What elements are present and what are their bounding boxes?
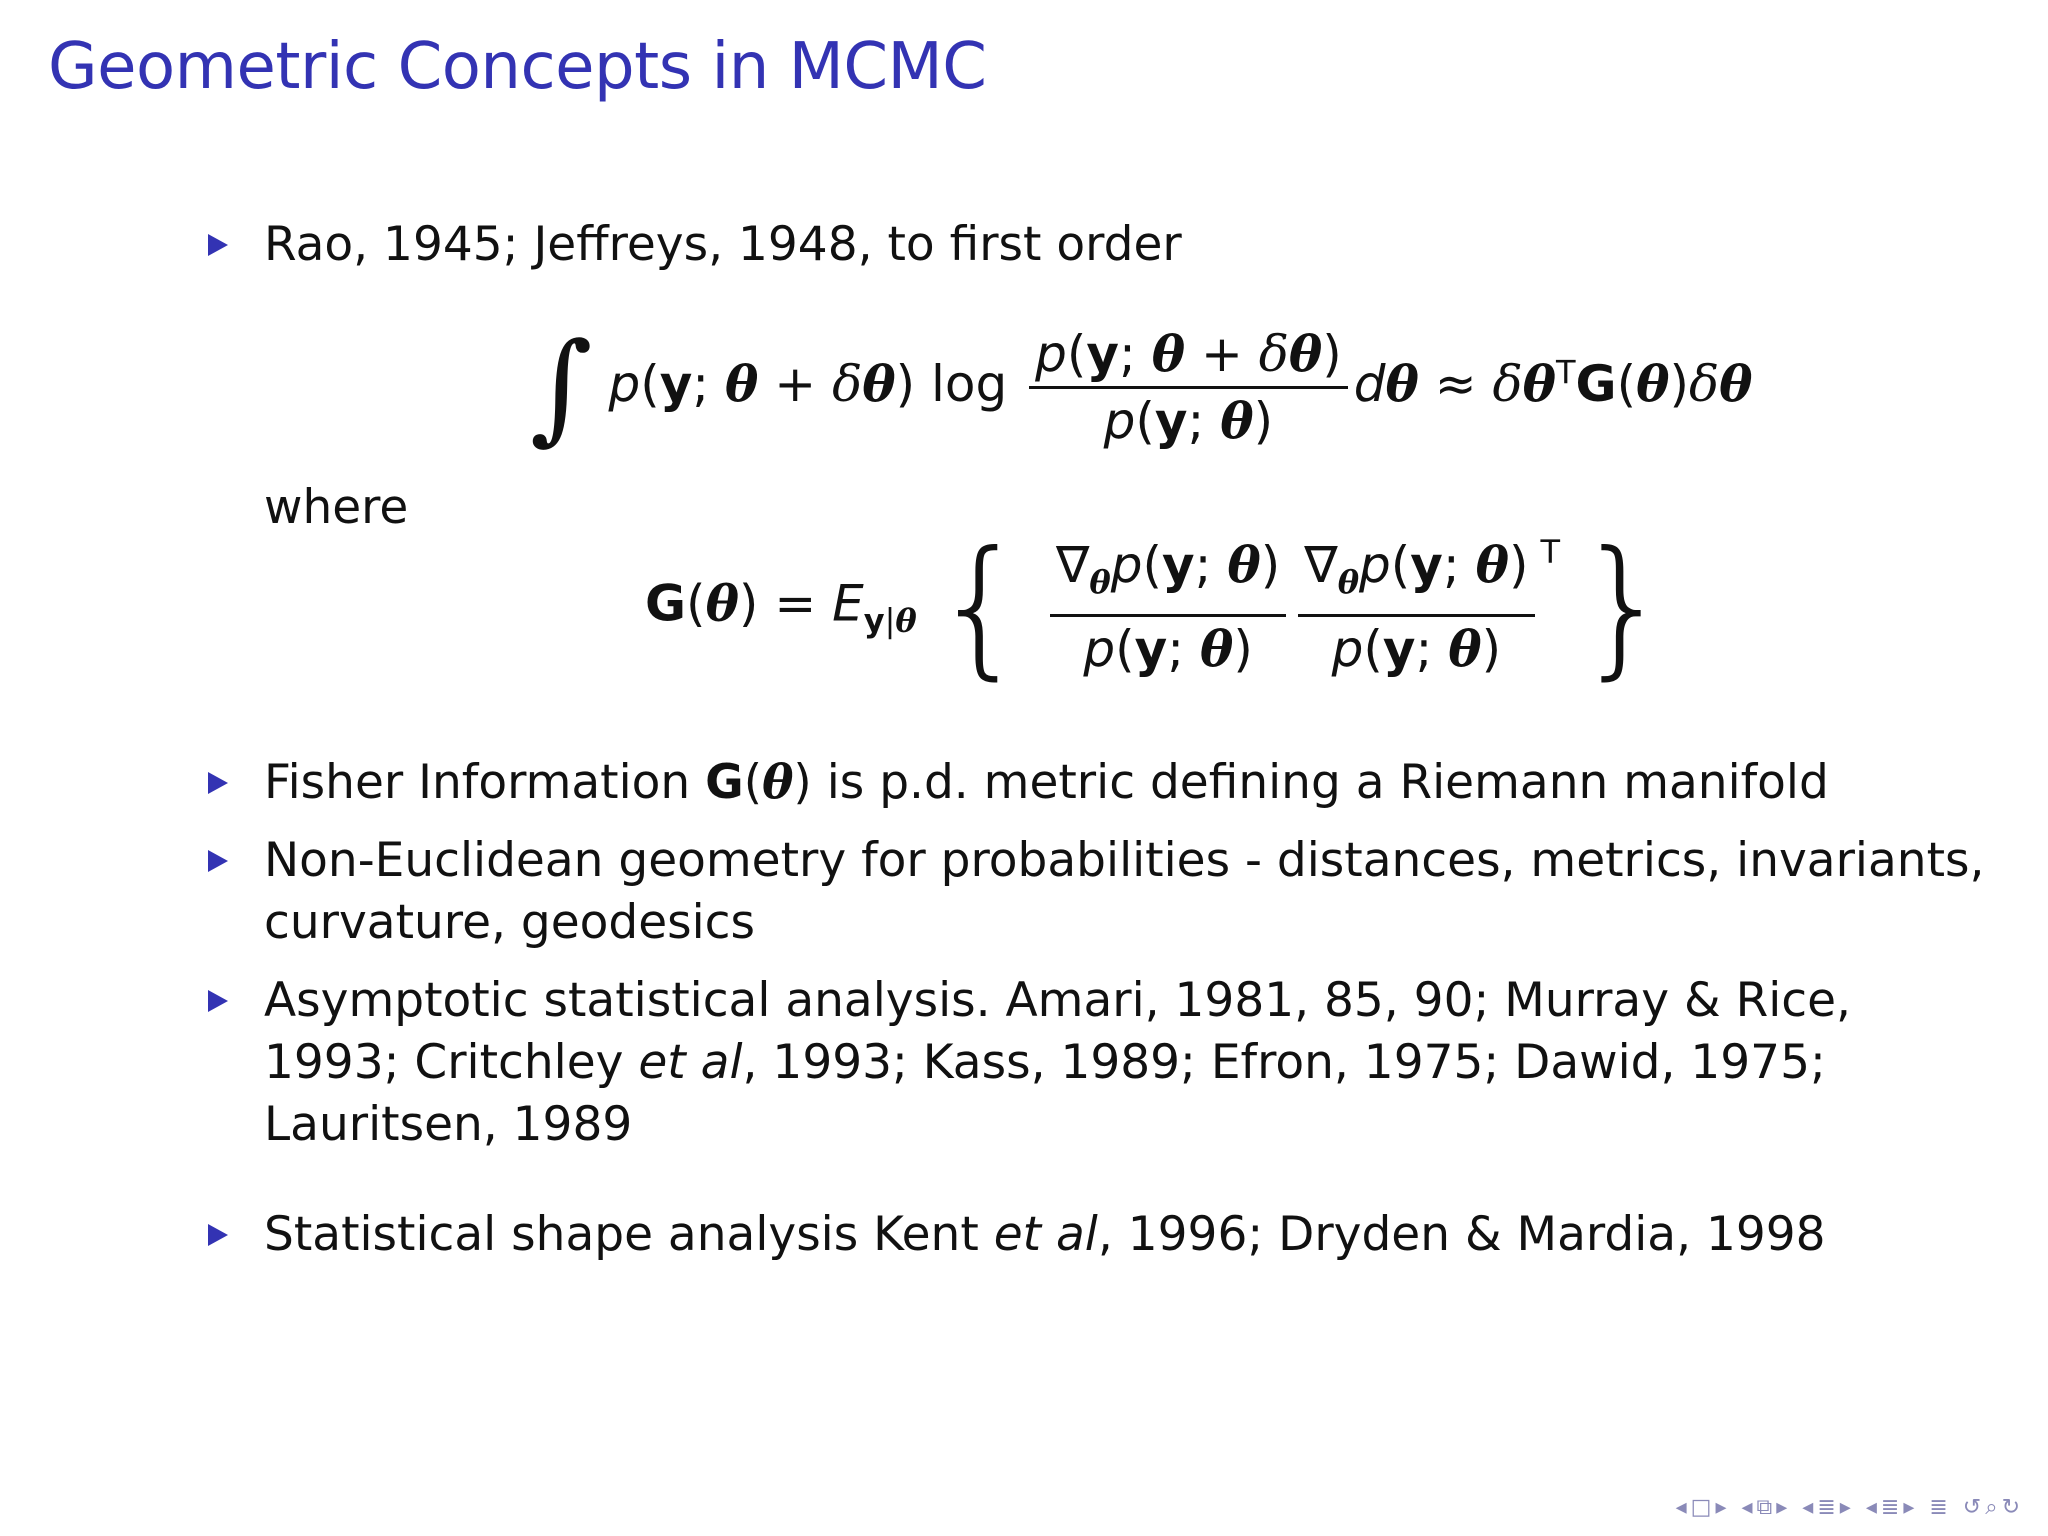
nav-prev-section-icon[interactable]: ◂ (1802, 1495, 1818, 1520)
nav-next-frame-icon[interactable]: ▸ (1715, 1495, 1731, 1520)
kl-divergence-equation: ∫ p(y; θ + δθ) log $\frac{p(y; \theta + \delta\theta)}{p(y; \theta)}$ $d\theta \approx \delta\theta^TG(\theta)\delta\theta$ (530, 318, 1753, 457)
bullet-text-line: Asymptotic statistical analysis. Amari, 1981, 85, 90; Murray & Rice, (264, 973, 1851, 1028)
nav-prev-frame-icon[interactable]: ◂ (1675, 1495, 1691, 1520)
nav-zoom-icon[interactable]: ⌕ (1985, 1495, 2002, 1520)
bullet-text: is p.d. metric defining a Riemann manifold (811, 755, 1829, 810)
nav-prev-subsection-icon[interactable]: ◂ (1741, 1495, 1757, 1520)
bullet-text: Rao, 1945; Jeffreys, 1948, to first order (264, 217, 1182, 272)
bullet-text-line: Lauritsen, 1989 (264, 1097, 633, 1152)
bullet-marker-icon (208, 1224, 228, 1246)
bullet-marker-icon (208, 990, 228, 1012)
bullet-text-line: curvature, geodesics (264, 895, 755, 950)
bullet-text: Fisher Information (264, 755, 706, 810)
bullet-text-line: Non-Euclidean geometry for probabilities - distances, metrics, invariants, (264, 833, 1985, 888)
bullet-marker-icon (208, 772, 228, 794)
fisher-math: G (705, 755, 744, 810)
where-label: where (264, 480, 409, 535)
nav-frame-icon[interactable]: □ (1690, 1495, 1716, 1520)
fisher-information-equation: $G(\theta) = E_{y|\theta}$ { $\frac{\nabla_\theta p(y; \theta)}{p(y; \theta)}$ $\frac{\nabla_\theta p(y; \theta)}{p(y; \theta)}$ $^T$ } (645, 520, 1672, 694)
nav-back-icon[interactable]: ↺ (1962, 1495, 1986, 1520)
nav-section-icon[interactable]: ≣ (1817, 1495, 1840, 1520)
beamer-navigation: ◂□▸ ◂⧉▸ ◂≣▸ ◂≣▸ ≣ ↺⌕↻ (1675, 1495, 2024, 1520)
bullet-marker-icon (208, 234, 228, 256)
bullet-text-line: 1993; Critchley et al, 1993; Kass, 1989; Efron, 1975; Dawid, 1975; (264, 1035, 1826, 1090)
nav-subsection-icon[interactable]: ⧉ (1756, 1495, 1777, 1520)
bullet-marker-icon (208, 850, 228, 872)
nav-next-section-icon[interactable]: ≣ (1880, 1495, 1904, 1520)
slide: Geometric Concepts in MCMC Rao, 1945; Jeffreys, 1948, to first order ∫ p(y; θ + δθ) log $\frac{p(y; \theta + \delta\theta)}{p(y; \theta)}$ $d\theta \approx \delta\theta^TG(\theta)\delta\theta$ where $G(\theta) = E_{y|\theta}$ { $\frac{\nabla_\theta p(y; \theta)}{p(y; \theta)}$ $\frac{\nabla_\theta p(y; \theta)}{p(y; \theta)}$ $^T$ } Fisher Information G(θ) is p.d. metric defining a Riemann manifold Non-Euclidean geometry for probabilities - distances, metrics, invariants, curvature, geodesics Asymptotic statistical analysis. Amari, 1981, 85, 90; Murray & Rice, 1993; Critchley et al, 1993; Kass, 1989; Efron, 1975; Dawid, 1975; Lauritsen, 1989 Statistical shape analysis Kent et al, 1996; Dryden & Mardia, 1998 ◂□▸ ◂⧉▸ ◂≣▸ ◂≣▸ ≣ ↺⌕↻ (48, 30, 2024, 1520)
slide-title: Geometric Concepts in MCMC (48, 30, 987, 104)
nav-search-icon[interactable]: ≣ (1929, 1495, 1952, 1520)
